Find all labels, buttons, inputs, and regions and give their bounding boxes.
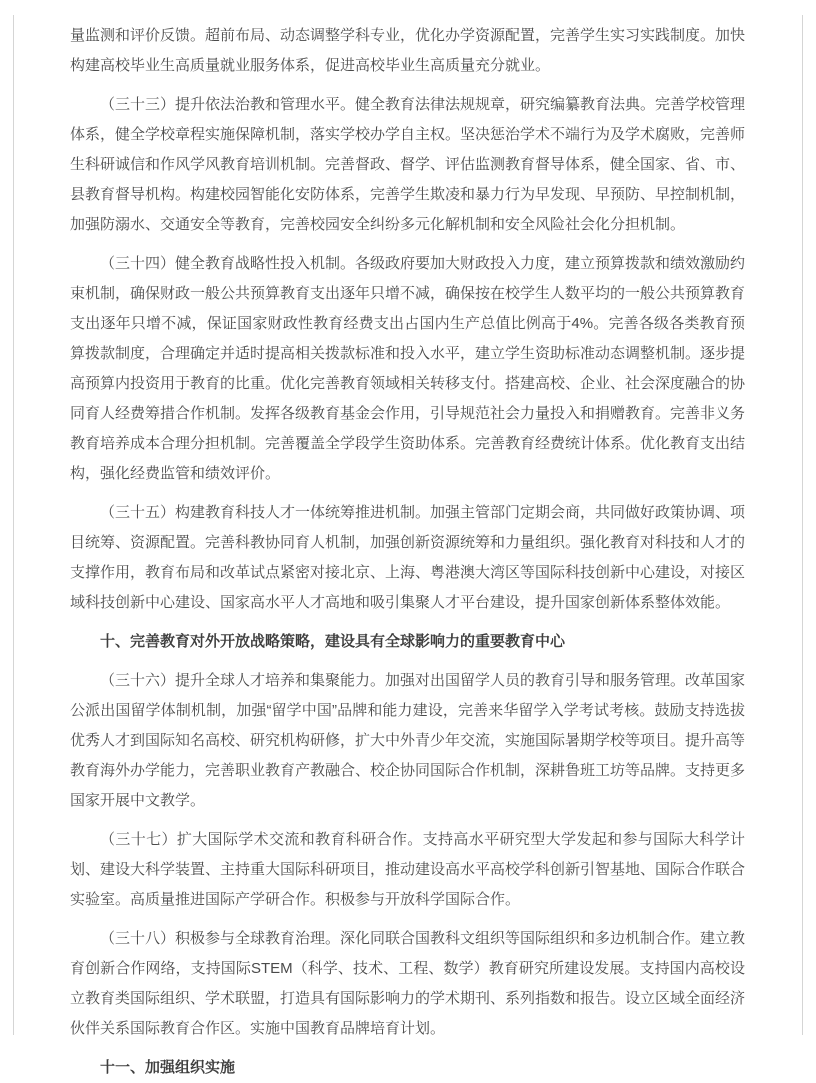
para-33: （三十三）提升依法治教和管理水平。健全教育法律法规规章，研究编纂教育法典。完善学校管理体系，健全学校章程实施保障机制，落实学校办学自主权。坚决惩治学术不端行为及学术腐败，完善师生科研诚信和作风学风教育培训机制。完善督政、督学、评估监测教育督导体系，健全国家、省、市、县教育督导机构。构建校园智能化安防体系，完善学生欺凌和暴力行为早发现、早预防、早控制机制，加强防溺水、交通安全等教育，完善校园安全纠纷多元化解机制和安全风险社会化分担机制。 [70,96,746,233]
para-34: （三十四）健全教育战略性投入机制。各级政府要加大财政投入力度，建立预算拨款和绩效激励约束机制，确保财政一般公共预算教育支出逐年只增不减，确保按在校学生人数平均的一般公共预算教育支出逐年只增不减，保证国家财政性教育经费支出占国内生产总值比例高于4%。完善各级各类教育预算拨款制度，合理确定并适时提高相关拨款标准和投入水平，建立学生资助标准动态调整机制。逐步提高预算内投资用于教育的比重。优化完善教育领域相关转移支付。搭建高校、企业、社会深度融合的协同育人经费筹措合作机制。发挥各级教育基金会作用，引导规范社会力量投入和捐赠教育。完善非义务教育培养成本合理分担机制。完善覆盖全学段学生资助体系。完善教育经费统计体系。优化教育支出结构，强化经费监管和绩效评价。 [70,255,746,482]
para-continuation: 量监测和评价反馈。超前布局、动态调整学科专业，优化办学资源配置，完善学生实习实践制度。加快构建高校毕业生高质量就业服务体系，促进高校毕业生高质量充分就业。 [70,27,746,74]
document-page [13,15,803,1076]
section-heading-11: 十一、加强组织实施 [100,1059,236,1076]
para-38: （三十八）积极参与全球教育治理。深化同联合国教科文组织等国际组织和多边机制合作。建立教育创新合作网络，支持国际STEM（科学、技术、工程、数学）教育研究所建设发展。支持国内高校设立教育类国际组织、学术联盟，打造具有国际影响力的学术期刊、系列指数和报告。设立区域全面经济伙伴关系国际教育合作区。实施中国教育品牌培育计划。 [70,930,746,1037]
section-heading-10: 十、完善教育对外开放战略策略，建设具有全球影响力的重要教育中心 [100,633,566,650]
para-37: （三十七）扩大国际学术交流和教育科研合作。支持高水平研究型大学发起和参与国际大科学计划、建设大科学装置、主持重大国际科研项目，推动建设高水平高校学科创新引智基地、国际合作联合实验室。高质量推进国际产学研合作。积极参与开放科学国际合作。 [70,831,746,908]
para-35: （三十五）构建教育科技人才一体统筹推进机制。加强主管部门定期会商，共同做好政策协调、项目统筹、资源配置。完善科教协同育人机制，加强创新资源统筹和力量组织。强化教育对科技和人才的支撑作用，教育布局和改革试点紧密对接北京、上海、粤港澳大湾区等国际科技创新中心建设，对接区域科技创新中心建设、国家高水平人才高地和吸引集聚人才平台建设，提升国家创新体系整体效能。 [70,504,746,611]
document-content [14,15,802,1083]
para-36: （三十六）提升全球人才培养和集聚能力。加强对出国留学人员的教育引导和服务管理。改革国家公派出国留学体制机制，加强“留学中国”品牌和能力建设，完善来华留学入学考试考核。鼓励支持选拔优秀人才到国际知名高校、研究机构研修，扩大中外青少年交流，实施国际暑期学校等项目。提升高等教育海外办学能力，完善职业教育产教融合、校企协同国际合作机制，深耕鲁班工坊等品牌。支持更多国家开展中文教学。 [70,672,746,809]
